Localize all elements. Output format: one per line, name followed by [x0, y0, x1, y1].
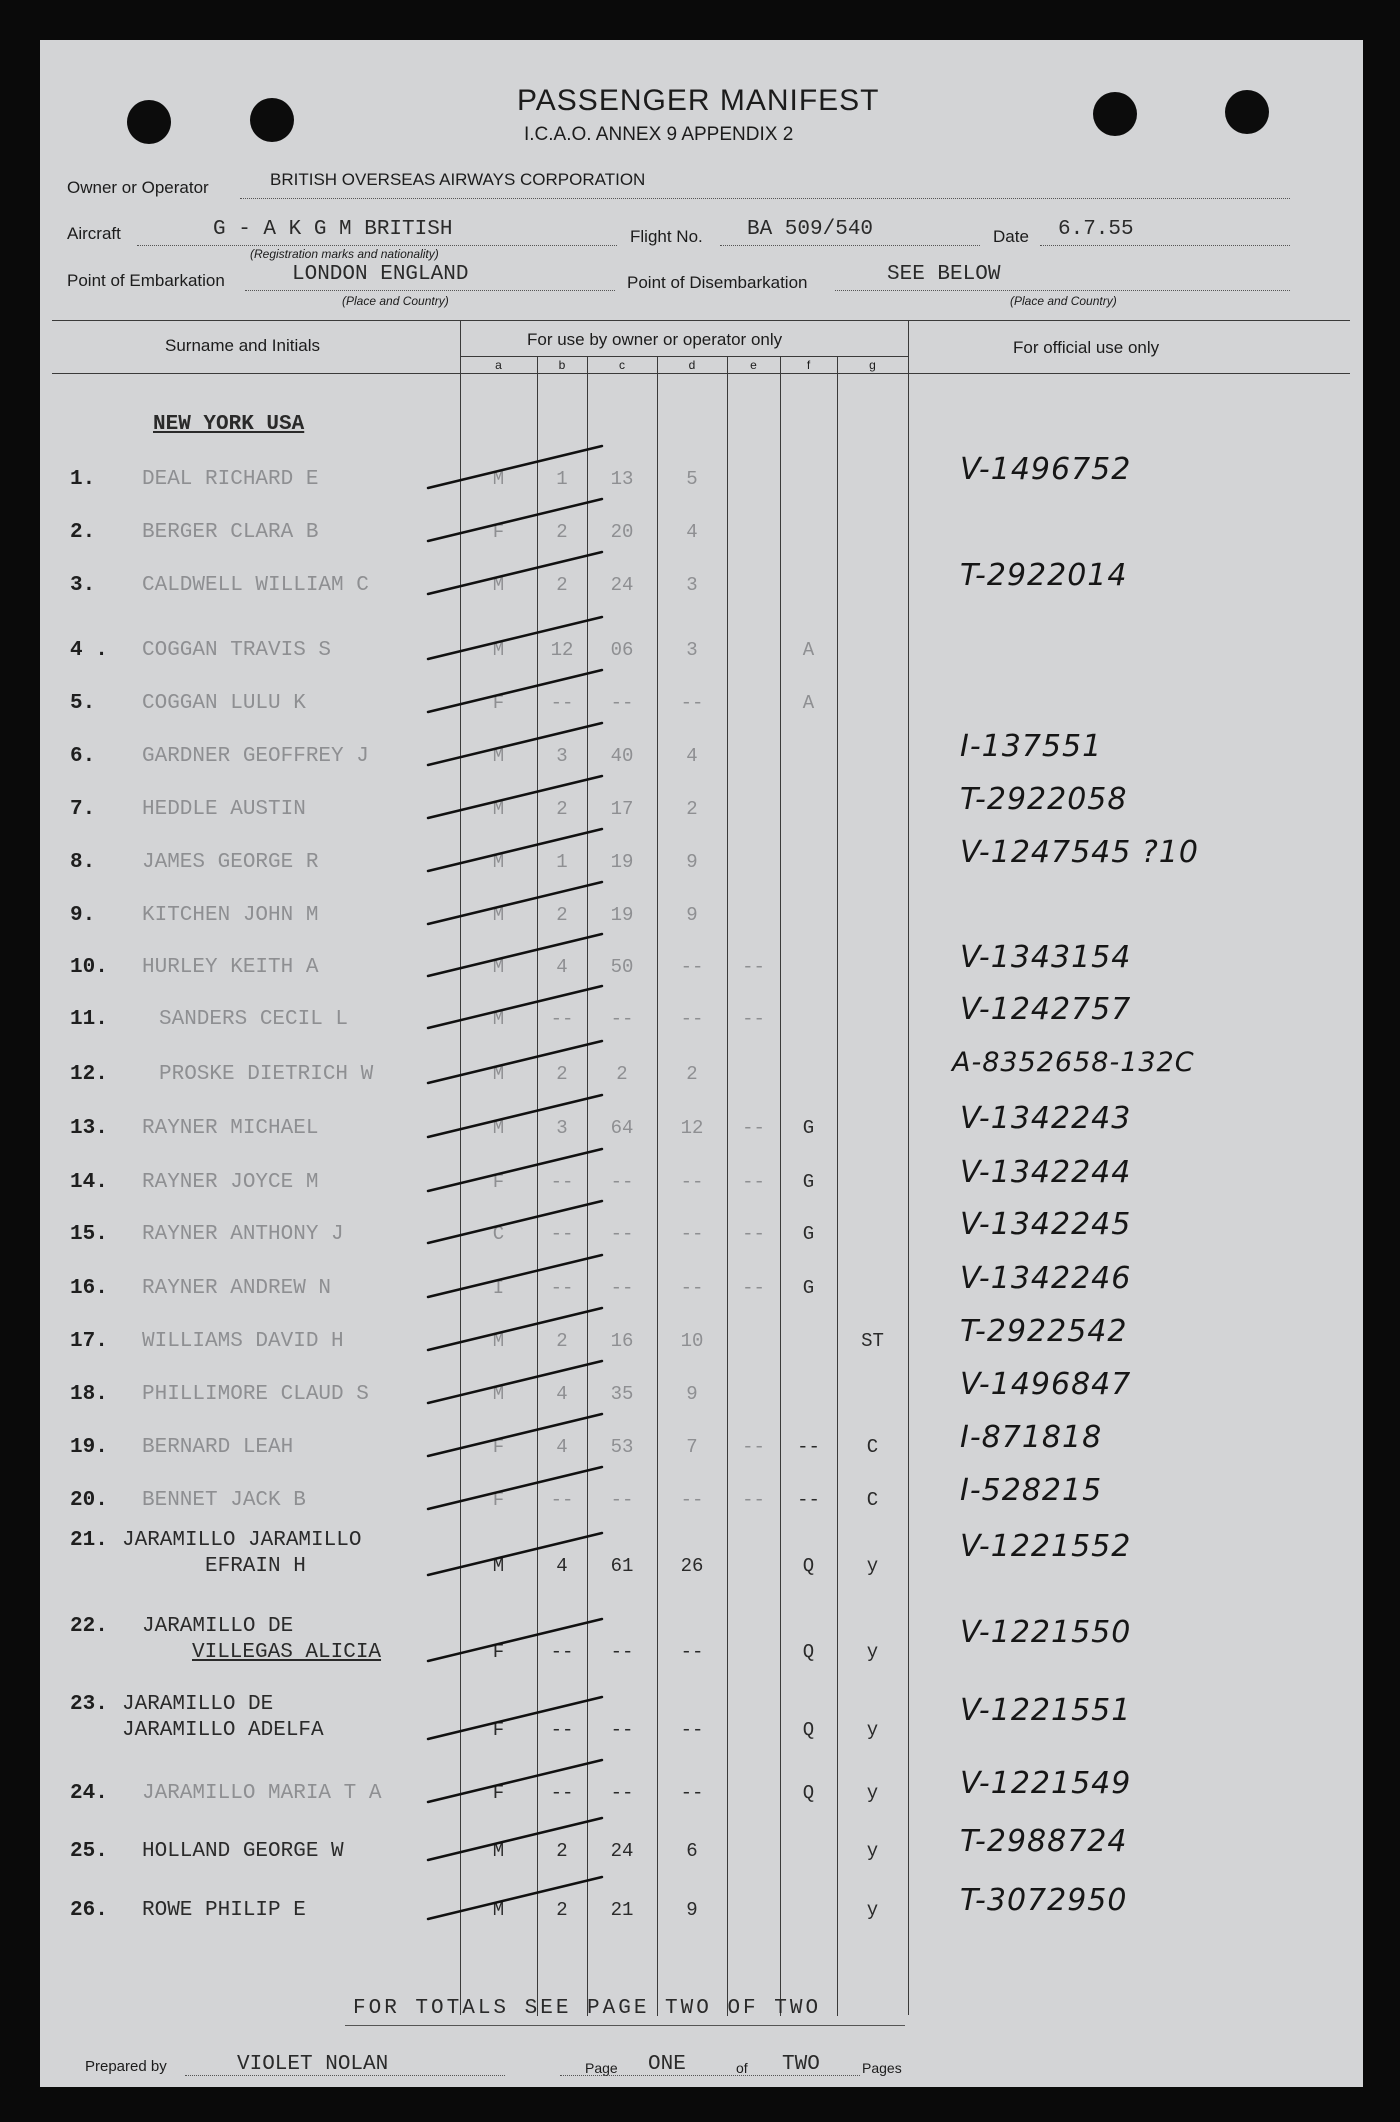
cell-c: 40 [610, 745, 634, 767]
cell-e: -- [742, 1277, 765, 1299]
official-use-entry: T-2922058 [960, 782, 1128, 817]
cell-f: Q [802, 1719, 815, 1741]
cell-b: 4 [556, 1555, 568, 1577]
passenger-number: 12. [70, 1063, 108, 1086]
check-stroke [428, 552, 602, 594]
cell-a: C [492, 1223, 505, 1245]
cell-b: 1 [556, 468, 568, 490]
owner-use-header: For use by owner or operator only [527, 330, 783, 349]
registration-note: (Registration marks and nationality) [250, 247, 439, 261]
subcol-header-6: f [806, 358, 811, 372]
embarkation-note: (Place and Country) [342, 294, 449, 308]
cell-c: -- [610, 692, 634, 714]
check-stroke [428, 1361, 602, 1403]
passenger-number: 21. [70, 1529, 108, 1552]
passenger-number: 9. [70, 904, 96, 927]
check-stroke [428, 1467, 602, 1509]
cell-g: y [866, 1641, 879, 1663]
cell-d: 10 [680, 1330, 704, 1352]
cell-a: M [492, 1330, 505, 1352]
cell-c: 21 [610, 1899, 634, 1921]
cell-b: 2 [556, 904, 568, 926]
passenger-name-line2: VILLEGAS ALICIA [192, 1641, 382, 1664]
passenger-name: RAYNER MICHAEL [142, 1117, 319, 1140]
check-stroke [428, 1533, 602, 1575]
cell-a: I [492, 1277, 505, 1299]
passenger-number: 17. [70, 1330, 108, 1353]
flight-label: Flight No. [630, 227, 703, 246]
passenger-name: BENNET JACK B [142, 1489, 306, 1512]
cell-b: 2 [556, 1063, 568, 1085]
official-use-entry: V-1342243 [960, 1101, 1132, 1136]
page-value: ONE [648, 2053, 686, 2076]
subcol-header-7: g [869, 358, 876, 372]
cell-f: A [802, 692, 815, 714]
date-value: 6.7.55 [1058, 218, 1134, 241]
cell-d: -- [680, 692, 704, 714]
cell-f: G [802, 1223, 815, 1245]
cell-b: 12 [550, 639, 574, 661]
cell-c: -- [610, 1171, 634, 1193]
passenger-name: JARAMILLO DE [142, 1615, 294, 1638]
cell-b: 3 [556, 1117, 568, 1139]
official-use-entry: V-1247545 ?10 [960, 835, 1199, 870]
cell-a: M [492, 639, 505, 661]
of-value: TWO [782, 2053, 820, 2076]
cell-f: Q [802, 1555, 815, 1577]
disembarkation-label: Point of Disembarkation [627, 273, 808, 292]
cell-a: F [492, 1489, 505, 1511]
cell-c: 35 [610, 1383, 634, 1405]
check-stroke [428, 1149, 602, 1191]
cell-d: -- [680, 1008, 704, 1030]
official-use-entry: I-528215 [960, 1473, 1103, 1508]
cell-b: 4 [556, 1436, 568, 1458]
cell-a: M [492, 1008, 505, 1030]
cell-f: Q [802, 1641, 815, 1663]
cell-a: M [492, 745, 505, 767]
cell-c: -- [610, 1782, 634, 1804]
check-stroke [428, 670, 602, 712]
official-use-entry: A-8352658-132C [952, 1047, 1195, 1078]
passenger-number: 5. [70, 692, 96, 715]
passenger-name: GARDNER GEOFFREY J [142, 745, 369, 768]
cell-b: -- [550, 1782, 574, 1804]
cell-a: M [492, 1840, 505, 1862]
check-stroke [428, 829, 602, 871]
cell-b: 2 [556, 1899, 568, 1921]
page-label: Page [585, 2060, 618, 2076]
cell-g: ST [861, 1330, 884, 1352]
cell-f: G [802, 1171, 815, 1193]
cell-b: 2 [556, 521, 568, 543]
cell-b: 2 [556, 798, 568, 820]
passenger-name: RAYNER ANTHONY J [142, 1223, 344, 1246]
passenger-name: ROWE PHILIP E [142, 1899, 306, 1922]
cell-d: -- [680, 1489, 704, 1511]
cell-g: y [866, 1719, 879, 1741]
cell-c: 19 [610, 904, 634, 926]
cell-a: M [492, 798, 505, 820]
cell-e: -- [742, 1436, 765, 1458]
cell-a: M [492, 468, 505, 490]
passenger-name: JARAMILLO JARAMILLO [122, 1529, 362, 1552]
check-stroke [428, 1095, 602, 1137]
official-use-entry: T-2988724 [960, 1824, 1128, 1859]
passenger-number: 1. [70, 468, 96, 491]
check-stroke [428, 1255, 602, 1297]
cell-d: -- [680, 1277, 704, 1299]
cell-a: M [492, 956, 505, 978]
official-use-entry: I-871818 [960, 1420, 1103, 1455]
cell-e: -- [742, 1008, 765, 1030]
cell-d: 2 [686, 1063, 698, 1085]
cell-e: -- [742, 1223, 765, 1245]
cell-c: -- [610, 1719, 634, 1741]
check-stroke [428, 617, 602, 659]
page-subtitle: I.C.A.O. ANNEX 9 APPENDIX 2 [524, 124, 794, 145]
owner-label: Owner or Operator [67, 178, 209, 197]
flight-value: BA 509/540 [747, 218, 874, 241]
official-use-entry: T-2922014 [960, 558, 1128, 593]
passenger-name: KITCHEN JOHN M [142, 904, 319, 927]
cell-d: 4 [686, 521, 698, 543]
check-stroke [428, 934, 602, 976]
passenger-name: HOLLAND GEORGE W [142, 1840, 344, 1863]
cell-a: M [492, 1383, 505, 1405]
check-stroke [428, 1619, 602, 1661]
cell-b: -- [550, 1641, 574, 1663]
cell-d: 3 [686, 574, 698, 596]
check-stroke [428, 446, 602, 488]
check-strokes [40, 40, 1363, 2087]
passenger-number: 4 . [70, 639, 108, 662]
passenger-number: 3. [70, 574, 96, 597]
cell-f: Q [802, 1782, 815, 1804]
cell-c: -- [610, 1223, 634, 1245]
check-stroke [428, 499, 602, 541]
passenger-name-line2: JARAMILLO ADELFA [122, 1719, 324, 1742]
official-use-entry: V-1221550 [960, 1615, 1132, 1650]
date-label: Date [993, 227, 1029, 246]
check-stroke [428, 1201, 602, 1243]
cell-b: -- [550, 1719, 574, 1741]
cell-a: F [492, 1782, 505, 1804]
cell-d: 7 [686, 1436, 698, 1458]
cell-e: -- [742, 1117, 765, 1139]
passenger-name: SANDERS CECIL L [159, 1008, 349, 1031]
passenger-number: 10. [70, 956, 108, 979]
passenger-name: JARAMILLO DE [122, 1693, 274, 1716]
cell-a: M [492, 904, 505, 926]
passenger-name-line2: EFRAIN H [205, 1555, 306, 1578]
cell-d: 9 [686, 1383, 698, 1405]
cell-a: F [492, 1171, 505, 1193]
passenger-name: HEDDLE AUSTIN [142, 798, 306, 821]
check-stroke [428, 986, 602, 1028]
cell-g: y [866, 1899, 879, 1921]
official-use-entry: T-2922542 [960, 1314, 1128, 1349]
cell-c: 17 [610, 798, 634, 820]
passenger-name: BERGER CLARA B [142, 521, 319, 544]
destination-heading: NEW YORK USA [153, 413, 305, 436]
check-stroke [428, 1308, 602, 1350]
cell-d: 12 [680, 1117, 704, 1139]
cell-d: 9 [686, 851, 698, 873]
cell-e: -- [742, 1171, 765, 1193]
cell-b: 2 [556, 1840, 568, 1862]
subcol-header-4: d [688, 358, 696, 372]
cell-d: 5 [686, 468, 698, 490]
passenger-number: 6. [70, 745, 96, 768]
official-use-entry: V-1221552 [960, 1529, 1132, 1564]
cell-b: -- [550, 1171, 574, 1193]
cell-a: F [492, 1719, 505, 1741]
pages-label: Pages [862, 2060, 902, 2076]
cell-g: y [866, 1782, 879, 1804]
cell-b: 4 [556, 1383, 568, 1405]
cell-c: 50 [610, 956, 634, 978]
passenger-number: 13. [70, 1117, 108, 1140]
cell-d: 9 [686, 1899, 698, 1921]
cell-b: -- [550, 692, 574, 714]
passenger-number: 25. [70, 1840, 108, 1863]
official-use-header: For official use only [1013, 338, 1160, 357]
cell-d: -- [680, 1641, 704, 1663]
aircraft-value: G - A K G M BRITISH [213, 218, 453, 241]
passenger-number: 22. [70, 1615, 108, 1638]
cell-d: -- [680, 1782, 704, 1804]
cell-c: 24 [610, 574, 634, 596]
cell-d: -- [680, 1171, 704, 1193]
check-stroke [428, 1877, 602, 1919]
official-use-entry: T-3072950 [960, 1883, 1128, 1918]
passenger-number: 24. [70, 1782, 108, 1805]
passenger-name: DEAL RICHARD E [142, 468, 319, 491]
cell-c: -- [610, 1277, 634, 1299]
passenger-name: RAYNER JOYCE M [142, 1171, 319, 1194]
cell-f: G [802, 1117, 815, 1139]
check-stroke [428, 1697, 602, 1739]
disembarkation-note: (Place and Country) [1010, 294, 1117, 308]
subcol-header-3: c [619, 358, 625, 372]
cell-g: y [866, 1840, 879, 1862]
cell-c: 19 [610, 851, 634, 873]
passenger-name: WILLIAMS DAVID H [142, 1330, 344, 1353]
passenger-name: HURLEY KEITH A [142, 956, 319, 979]
name-column-header: Surname and Initials [165, 336, 320, 355]
cell-a: M [492, 1117, 505, 1139]
cell-b: 2 [556, 1330, 568, 1352]
embarkation-value: LONDON ENGLAND [292, 263, 469, 286]
cell-c: 13 [610, 468, 634, 490]
cell-b: -- [550, 1223, 574, 1245]
cell-f: G [802, 1277, 815, 1299]
official-use-entry: V-1221551 [960, 1693, 1132, 1728]
aircraft-label: Aircraft [67, 224, 121, 243]
passenger-name: BERNARD LEAH [142, 1436, 294, 1459]
cell-a: F [492, 521, 505, 543]
cell-b: -- [550, 1008, 574, 1030]
official-use-entry: V-1342245 [960, 1207, 1132, 1242]
passenger-name: CALDWELL WILLIAM C [142, 574, 369, 597]
check-stroke [428, 1041, 602, 1083]
embarkation-label: Point of Embarkation [67, 271, 225, 290]
check-stroke [428, 1760, 602, 1802]
subcol-header-5: e [750, 358, 757, 372]
cell-c: 53 [610, 1436, 634, 1458]
check-stroke [428, 882, 602, 924]
passenger-number: 15. [70, 1223, 108, 1246]
subcol-header-2: b [558, 358, 566, 372]
cell-c: 06 [610, 639, 634, 661]
official-use-entry: V-1496752 [960, 452, 1132, 487]
cell-a: F [492, 692, 505, 714]
totals-note: FOR TOTALS SEE PAGE TWO OF TWO [353, 1997, 822, 2020]
cell-d: 2 [686, 798, 698, 820]
cell-c: 61 [610, 1555, 634, 1577]
passenger-number: 11. [70, 1008, 108, 1031]
official-use-entry: I-137551 [960, 729, 1103, 764]
cell-f: A [802, 639, 815, 661]
official-use-entry: V-1242757 [960, 992, 1132, 1027]
check-stroke [428, 776, 602, 818]
check-stroke [428, 1414, 602, 1456]
cell-e: -- [742, 1489, 765, 1511]
cell-a: M [492, 1063, 505, 1085]
passenger-name: COGGAN LULU K [142, 692, 306, 715]
cell-d: 6 [686, 1840, 698, 1862]
cell-b: 2 [556, 574, 568, 596]
cell-a: F [492, 1436, 505, 1458]
passenger-number: 18. [70, 1383, 108, 1406]
of-label: of [736, 2060, 748, 2076]
official-use-entry: V-1342244 [960, 1155, 1132, 1190]
check-stroke [428, 1818, 602, 1860]
passenger-name: PROSKE DIETRICH W [159, 1063, 374, 1086]
cell-c: -- [610, 1008, 634, 1030]
cell-c: 2 [616, 1063, 628, 1085]
cell-a: M [492, 851, 505, 873]
passenger-name: JARAMILLO MARIA T A [142, 1782, 382, 1805]
cell-b: 3 [556, 745, 568, 767]
cell-f: -- [797, 1489, 820, 1511]
cell-e: -- [742, 956, 765, 978]
cell-d: 26 [680, 1555, 704, 1577]
passenger-number: 8. [70, 851, 96, 874]
cell-c: -- [610, 1641, 634, 1663]
passenger-number: 14. [70, 1171, 108, 1194]
cell-a: M [492, 1899, 505, 1921]
cell-g: y [866, 1555, 879, 1577]
passenger-name: COGGAN TRAVIS S [142, 639, 332, 662]
manifest-sheet [40, 40, 1363, 2087]
subcol-header-1: a [495, 358, 502, 372]
cell-d: 9 [686, 904, 698, 926]
passenger-number: 23. [70, 1693, 108, 1716]
passenger-number: 26. [70, 1899, 108, 1922]
cell-c: 64 [610, 1117, 634, 1139]
page-title: PASSENGER MANIFEST [517, 84, 880, 117]
passenger-number: 16. [70, 1277, 108, 1300]
cell-d: -- [680, 1223, 704, 1245]
passenger-name: RAYNER ANDREW N [142, 1277, 332, 1300]
cell-a: M [492, 1555, 505, 1577]
cell-b: -- [550, 1277, 574, 1299]
passenger-name: PHILLIMORE CLAUD S [142, 1383, 369, 1406]
official-use-entry: V-1221549 [960, 1766, 1132, 1801]
cell-b: 4 [556, 956, 568, 978]
cell-d: 4 [686, 745, 698, 767]
cell-g: C [866, 1436, 879, 1458]
cell-d: -- [680, 956, 704, 978]
passenger-number: 2. [70, 521, 96, 544]
cell-d: -- [680, 1719, 704, 1741]
cell-b: -- [550, 1489, 574, 1511]
official-use-entry: V-1342246 [960, 1261, 1132, 1296]
cell-a: F [492, 1641, 505, 1663]
cell-c: 20 [610, 521, 634, 543]
cell-b: 1 [556, 851, 568, 873]
prepared-by-label: Prepared by [85, 2058, 167, 2075]
official-use-entry: V-1343154 [960, 940, 1132, 975]
owner-value: BRITISH OVERSEAS AIRWAYS CORPORATION [270, 170, 646, 189]
cell-a: M [492, 574, 505, 596]
cell-c: 24 [610, 1840, 634, 1862]
passenger-name: JAMES GEORGE R [142, 851, 319, 874]
passenger-number: 7. [70, 798, 96, 821]
official-use-entry: V-1496847 [960, 1367, 1132, 1402]
check-stroke [428, 723, 602, 765]
cell-g: C [866, 1489, 879, 1511]
disembarkation-value: SEE BELOW [887, 263, 1001, 286]
prepared-by-value: VIOLET NOLAN [237, 2053, 389, 2076]
cell-f: -- [797, 1436, 820, 1458]
cell-d: 3 [686, 639, 698, 661]
cell-c: 16 [610, 1330, 634, 1352]
passenger-number: 19. [70, 1436, 108, 1459]
cell-c: -- [610, 1489, 634, 1511]
passenger-number: 20. [70, 1489, 108, 1512]
